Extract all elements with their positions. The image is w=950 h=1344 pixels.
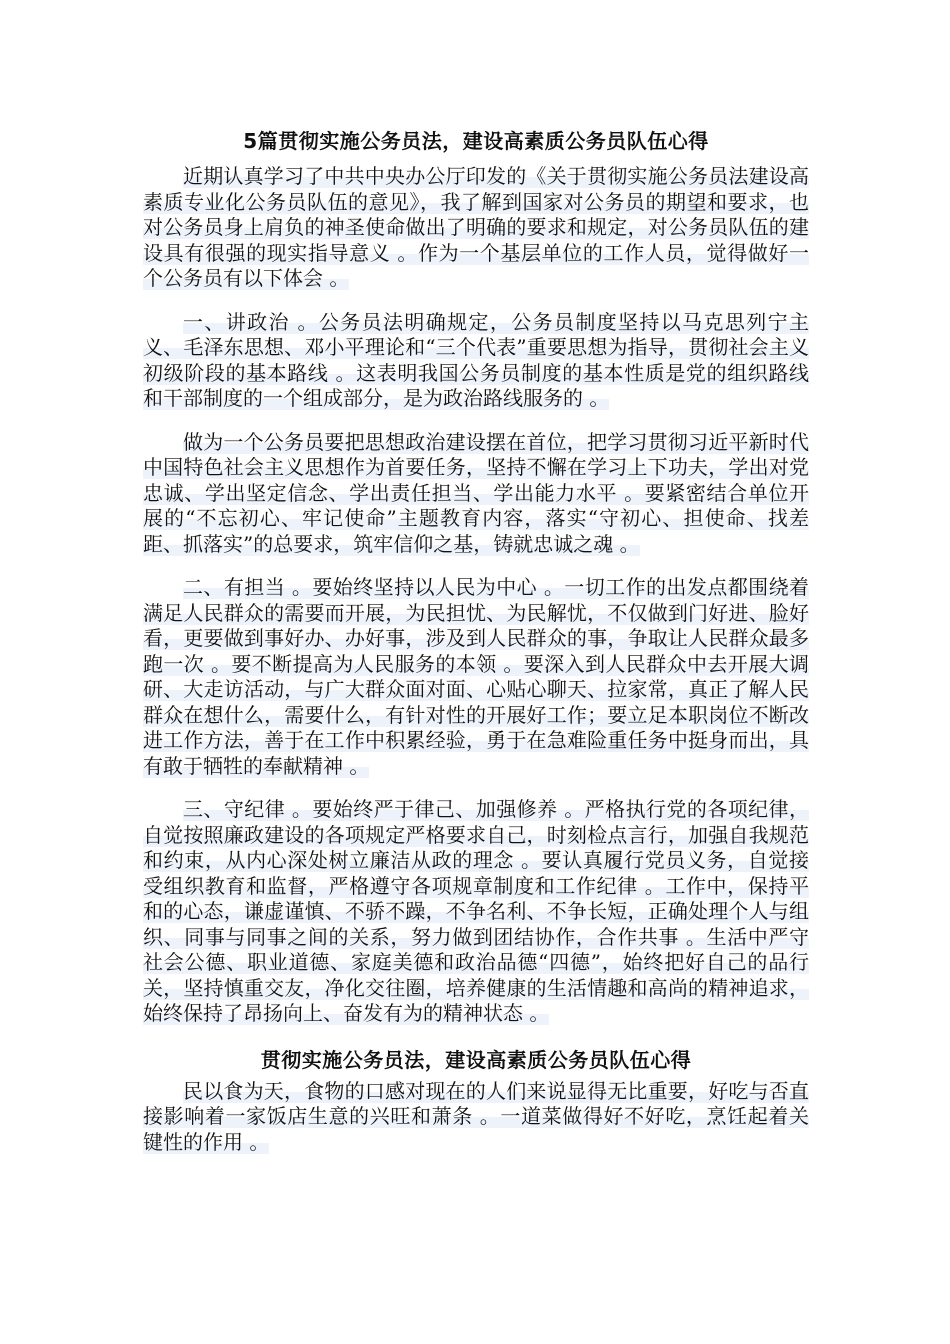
document-title: 5篇贯彻实施公务员法，建设高素质公务员队伍心得: [243, 129, 709, 153]
document-page: [143, 126, 809, 1173]
paragraph-intro: [143, 164, 809, 292]
paragraph-food: [143, 1079, 809, 1156]
paragraph-ideology: [143, 430, 809, 558]
paragraph-responsibility: [143, 575, 809, 779]
section-title: 贯彻实施公务员法，建设高素质公务员队伍心得: [260, 1047, 692, 1072]
paragraph-discipline: [143, 797, 809, 1027]
paragraph-text: 近期认真学习了中共中央办公厅印发的《关于贯彻实施公务员法建设高素质专业化公务员队伍的意见》，我了解到国家对公务员的期望和要求，也对公务员身上肩负的神圣使命做出了明确的要求和规定，对公务员队伍的建设具有很强的现实指导意义 。作为一个基层单位的工作人员，觉得做好一个公务员有以下体会 。: [143, 164, 809, 290]
paragraph-text: 做为一个公务员要把思想政治建设摆在首位，把学习贯彻习近平新时代中国特色社会主义思想作为首要任务，坚持不懈在学习上下功夫，学出对党忠诚、学出坚定信念、学出责任担当、学出能力水平 。要紧密结合单位开展的“不忘初心、牢记使命”主题教育内容，落实“守初心、担使命、找差距、抓落实”的总要求，筑牢信仰之基，铸就忠诚之魂 。: [143, 429, 809, 556]
paragraph-text: 民以食为天，食物的口感对现在的人们来说显得无比重要，好吃与否直接影响着一家饭店生意的兴旺和萧条 。一道菜做得好不好吃，烹饪起着关键性的作用 。: [143, 1078, 809, 1154]
paragraph-text: 二、有担当 。要始终坚持以人民为中心 。一切工作的出发点都围绕着满足人民群众的需要而开展，为民担忧、为民解忧，不仅做到门好进、脸好看，更要做到事好办、办好事，涉及到人民群众的事，争取让人民群众最多跑一次 。要不断提高为人民服务的本领 。要深入到人民群众中去开展大调研、大走访活动，与广大群众面对面、心贴心聊天、拉家常，真正了解人民群众在想什么，需要什么，有针对性的开展好工作；要立足本职岗位不断改进工作方法，善于在工作中积累经验，勇于在急难险重任务中挺身而出，具有敢于牺牲的奉献精神 。: [143, 575, 809, 778]
paragraph-text: 一、讲政治 。公务员法明确规定，公务员制度坚持以马克思列宁主义、毛泽东思想、邓小平理论和“三个代表”重要思想为指导，贯彻社会主义初级阶段的基本路线 。这表明我国公务员制度的基本性质是党的组织路线和干部制度的一个组成部分，是为政治路线服务的 。: [143, 309, 809, 410]
paragraph-politics: [143, 310, 809, 412]
paragraph-text: 三、守纪律 。要始终严于律己、加强修养 。严格执行党的各项纪律，自觉按照廉政建设的各项规定严格要求自己，时刻检点言行，加强自我规范和约束，从内心深处树立廉洁从政的理念 。要认真履行党员义务，自觉接受组织教育和监督，严格遵守各项规章制度和工作纪律 。工作中，保持平和的心态，谦虚谨慎、不骄不躁，不争名利、不争长短，正确处理个人与组织、同事与同事之间的关系，努力做到团结协作，合作共事 。生活中严守社会公德、职业道德、家庭美德和政治品德“四德”，始终把好自己的品行关，坚持慎重交友，净化交往圈，培养健康的生活情趣和高尚的精神追求，始终保持了昂扬向上、奋发有为的精神状态 。: [143, 797, 809, 1025]
